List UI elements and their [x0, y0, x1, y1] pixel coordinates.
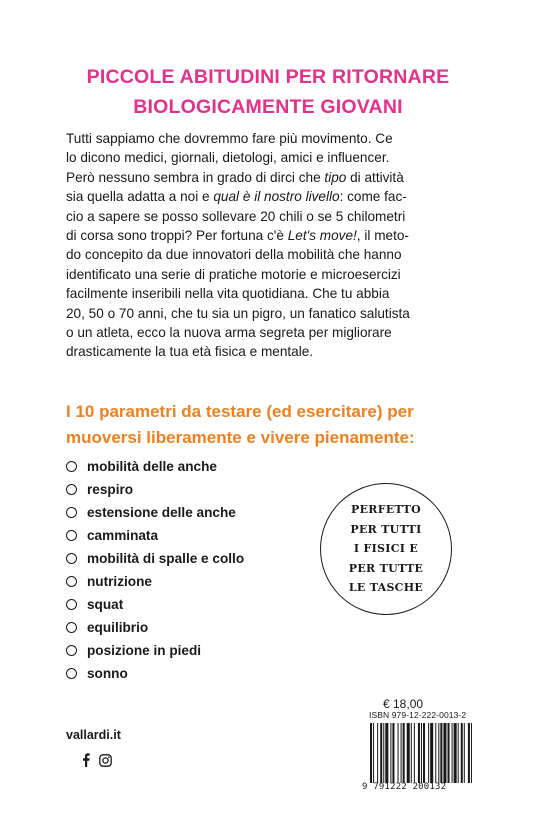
- blurb-text: di corsa sono troppi? Per fortuna c'è: [66, 228, 288, 244]
- blurb-emphasis: tipo: [324, 169, 347, 185]
- blurb-paragraph: [66, 129, 486, 362]
- barcode-bar: [464, 723, 465, 783]
- barcode-bar: [373, 723, 374, 783]
- social-links: [82, 753, 112, 772]
- checkbox-circle-icon: [66, 530, 77, 541]
- blurb-line: do concepito da due innovatori della mobilità che hanno: [66, 247, 402, 263]
- barcode-bar: [440, 723, 442, 783]
- barcode-bar: [447, 723, 449, 783]
- blurb-text: sia quella adatta a noi e: [66, 189, 214, 205]
- barcode-bar: [398, 723, 399, 783]
- blurb-line: cio a sapere se posso sollevare 20 chili o se 5 chilometri: [66, 208, 406, 224]
- list-item-label: equilibrio: [87, 620, 149, 635]
- checkbox-circle-icon: [66, 461, 77, 472]
- barcode-bar: [380, 723, 382, 783]
- blurb-line: drasticamente la tua età fisica e mentale.: [66, 344, 314, 360]
- blurb-text: : come fac-: [339, 189, 407, 205]
- barcode-bar: [411, 723, 412, 783]
- isbn-barcode: [362, 723, 476, 795]
- checkbox-circle-icon: [66, 599, 77, 610]
- blurb-line: lo dicono medici, giornali, dietologi, amici e influencer.: [66, 150, 390, 166]
- barcode-bar: [423, 723, 425, 783]
- barcode-bar: [443, 723, 446, 783]
- title-line-2: BIOLOGICAMENTE GIOVANI: [133, 96, 403, 118]
- badge-line: PER TUTTE: [348, 561, 424, 575]
- barcode-bar: [403, 723, 405, 783]
- badge-line: PERFETTO: [351, 503, 421, 517]
- list-item: [66, 547, 306, 570]
- list-item: [66, 662, 306, 685]
- barcode-bar: [390, 723, 391, 783]
- list-item-label: mobilità di spalle e collo: [87, 551, 245, 566]
- checkbox-circle-icon: [66, 622, 77, 633]
- checkbox-circle-icon: [66, 484, 77, 495]
- barcode-bar: [452, 723, 453, 783]
- barcode-bar: [418, 723, 420, 783]
- isbn-label: ISBN 979-12-222-0013-2: [369, 710, 467, 720]
- list-item: [66, 478, 306, 501]
- list-item: [66, 501, 306, 524]
- barcode-bar: [435, 723, 436, 783]
- barcode-bar: [458, 723, 459, 783]
- barcode-bar: [428, 723, 429, 783]
- barcode-bars: [370, 723, 474, 783]
- list-item: [66, 524, 306, 547]
- blurb-text: , il meto-: [356, 228, 409, 244]
- title-line-1: PICCOLE ABITUDINI PER RITORNARE: [86, 66, 450, 88]
- barcode-digits: 9 791222 200132: [362, 782, 447, 792]
- barcode-bar: [385, 723, 388, 783]
- blurb-text: di attività: [346, 169, 404, 185]
- barcode-bar: [377, 723, 378, 783]
- parameters-heading-line-2: muoversi liberamente e vivere pienamente:: [66, 428, 415, 447]
- barcode-bar: [414, 723, 415, 783]
- badge-text: [349, 500, 423, 598]
- barcode-bar: [370, 723, 372, 783]
- price-label: € 18,00: [383, 697, 424, 711]
- checkbox-circle-icon: [66, 668, 77, 679]
- list-item: [66, 616, 306, 639]
- blurb-line: o un atleta, ecco la nuova arma segreta per migliorare: [66, 325, 392, 341]
- facebook-icon[interactable]: [82, 753, 90, 772]
- parameters-heading: [66, 399, 486, 451]
- list-item-label: respiro: [87, 482, 134, 497]
- badge-line: LE TASCHE: [348, 581, 424, 595]
- blurb-emphasis: qual è il nostro livello: [213, 189, 340, 205]
- list-item: [66, 639, 306, 662]
- list-item: [66, 455, 306, 478]
- blurb-line: identificato una serie di pratiche motorie e microesercizi: [66, 266, 401, 282]
- perfect-for-all-badge: [320, 483, 452, 615]
- back-cover-title: [0, 62, 536, 122]
- list-item-label: nutrizione: [87, 574, 152, 589]
- parameters-checklist: [66, 455, 306, 685]
- list-item-label: camminata: [87, 528, 159, 543]
- list-item: [66, 593, 306, 616]
- badge-line: PER TUTTI: [350, 522, 422, 536]
- blurb-line: [66, 168, 486, 187]
- list-item-label: estensione delle anche: [87, 505, 236, 520]
- blurb-line: Tutti sappiamo che dovremmo fare più movimento. Ce: [66, 131, 393, 146]
- checkbox-circle-icon: [66, 553, 77, 564]
- blurb-line: [66, 226, 486, 245]
- barcode-bar: [468, 723, 470, 783]
- list-item: [66, 570, 306, 593]
- blurb-emphasis: Let's move!: [287, 228, 357, 244]
- publisher-website-link[interactable]: vallardi.it: [66, 728, 121, 742]
- list-item-label: sonno: [87, 666, 128, 681]
- barcode-bar: [454, 723, 457, 783]
- barcode-bar: [438, 723, 439, 783]
- barcode-bar: [407, 723, 410, 783]
- checkbox-circle-icon: [66, 645, 77, 656]
- barcode-bar: [392, 723, 394, 783]
- blurb-line: [66, 187, 486, 206]
- blurb-text: Però nessuno sembra in grado di dirci che: [66, 169, 325, 185]
- barcode-bar: [421, 723, 422, 783]
- list-item-label: posizione in piedi: [87, 643, 202, 658]
- barcode-bar: [471, 723, 472, 783]
- barcode-bar: [430, 723, 433, 783]
- barcode-bar: [461, 723, 463, 783]
- blurb-line: 20, 50 o 70 anni, che tu sia un pigro, un fanatico salutista: [66, 305, 410, 321]
- barcode-bar: [401, 723, 402, 783]
- checkbox-circle-icon: [66, 576, 77, 587]
- list-item-label: squat: [87, 597, 124, 612]
- blurb-line: facilmente inseribili nella vita quotidiana. Che tu abbia: [66, 286, 390, 302]
- parameters-heading-line-1: I 10 parametri da testare (ed esercitare) per: [66, 402, 414, 421]
- list-item-label: mobilità delle anche: [87, 459, 217, 474]
- instagram-icon[interactable]: [99, 754, 112, 772]
- badge-line: I FISICI E: [353, 542, 419, 556]
- barcode-bar: [383, 723, 384, 783]
- checkbox-circle-icon: [66, 507, 77, 518]
